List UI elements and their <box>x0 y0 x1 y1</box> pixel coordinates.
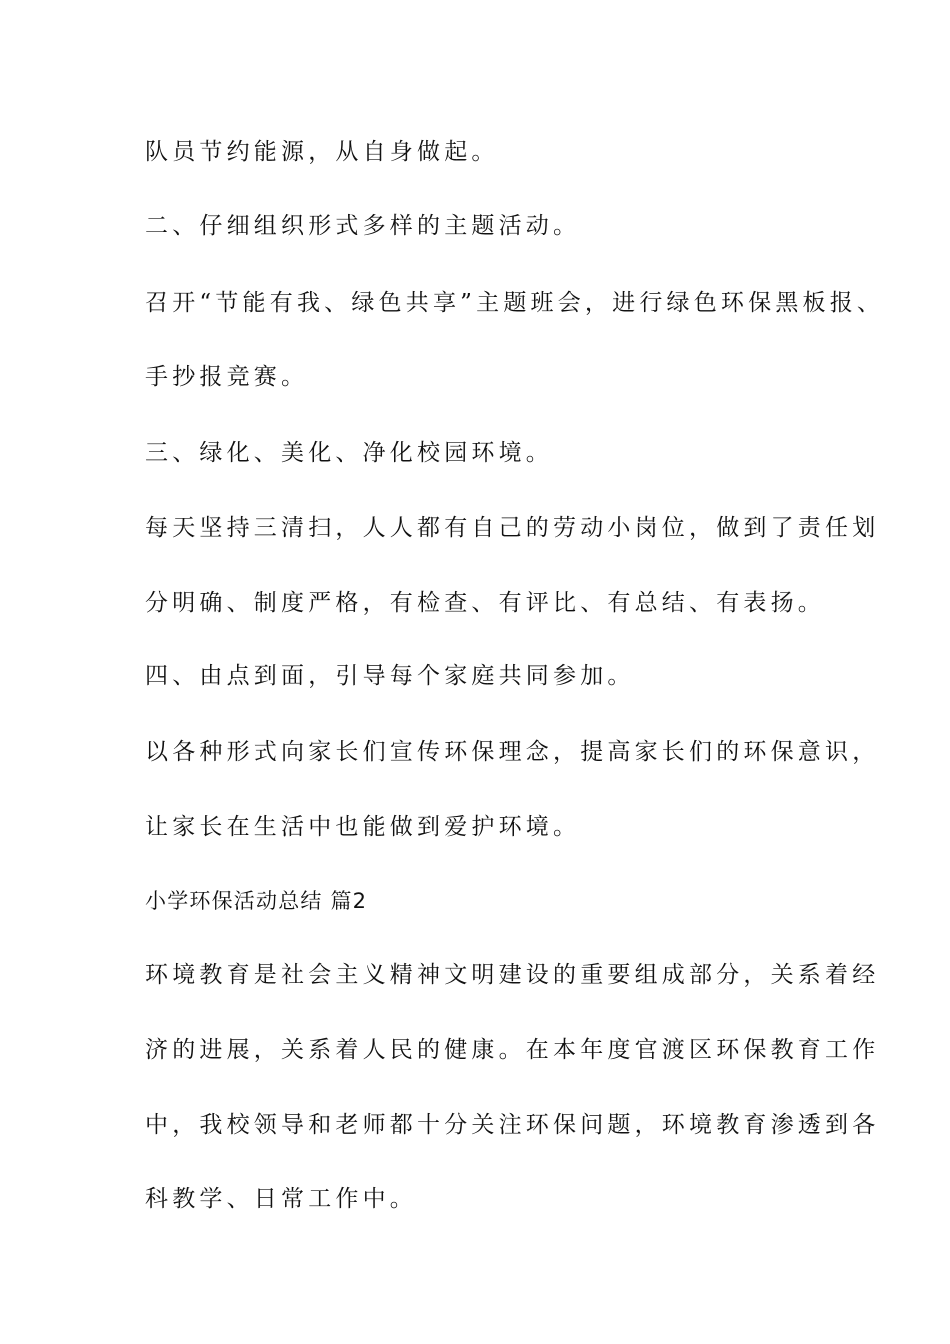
paragraph-line: 济的进展，关系着人民的健康。在本年度官渡区环保教育工作 <box>145 1037 880 1063</box>
paragraph-line: 手抄报竞赛。 <box>145 364 309 390</box>
section-heading: 三、绿化、美化、净化校园环境。 <box>145 440 553 466</box>
paragraph-line: 分明确、制度严格，有检查、有评比、有总结、有表扬。 <box>145 590 825 616</box>
paragraph-line: 召开“节能有我、绿色共享”主题班会，进行绿色环保黑板报、 <box>145 290 885 316</box>
section-heading: 四、由点到面，引导每个家庭共同参加。 <box>145 663 635 689</box>
paragraph-line: 每天坚持三清扫，人人都有自己的劳动小岗位，做到了责任划 <box>145 515 880 541</box>
paragraph-line: 中，我校领导和老师都十分关注环保问题，环境教育渗透到各 <box>145 1112 880 1138</box>
paragraph-line: 队员节约能源，从自身做起。 <box>145 139 499 165</box>
paragraph-line: 环境教育是社会主义精神文明建设的重要组成部分，关系着经 <box>145 962 880 988</box>
paragraph-line: 让家长在生活中也能做到爱护环境。 <box>145 814 581 840</box>
article-subtitle: 小学环保活动总结 篇2 <box>145 889 368 913</box>
paragraph-line: 以各种形式向家长们宣传环保理念，提高家长们的环保意识， <box>145 739 880 765</box>
paragraph-line: 科教学、日常工作中。 <box>145 1186 417 1212</box>
section-heading: 二、仔细组织形式多样的主题活动。 <box>145 213 581 239</box>
